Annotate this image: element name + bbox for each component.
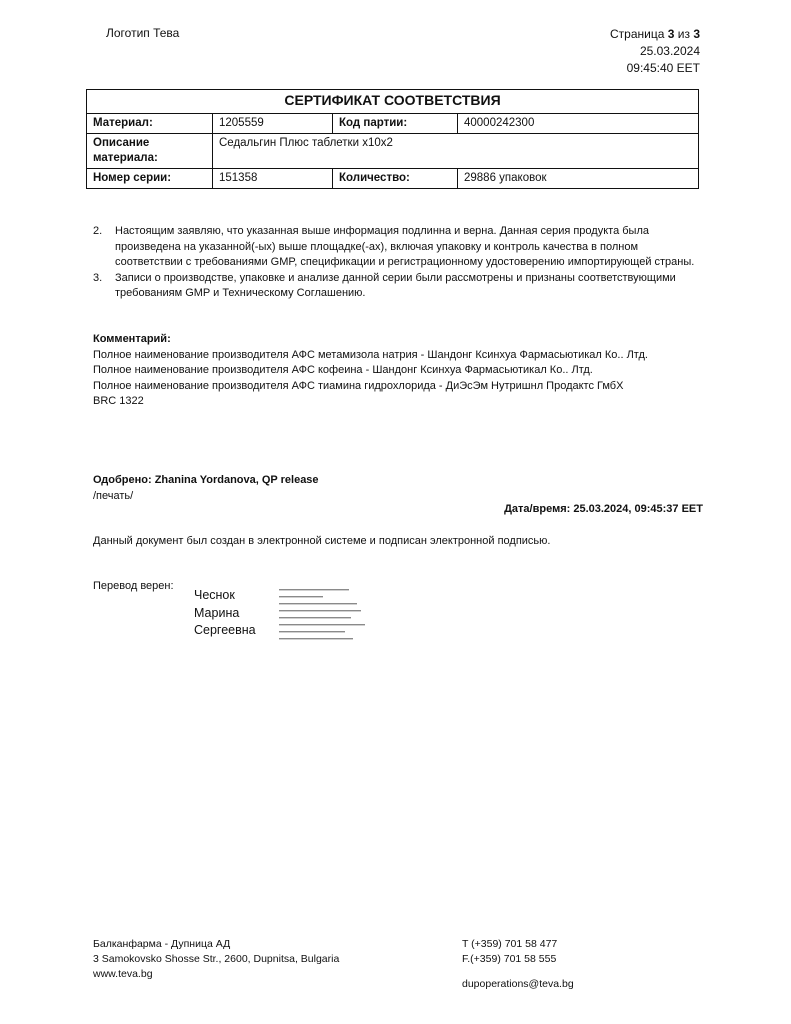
comments-section — [93, 332, 703, 410]
description-value: Седальгин Плюс таблетки x10x2 — [213, 134, 699, 169]
page-number — [610, 26, 700, 43]
series-value: 151358 — [213, 169, 333, 189]
quantity-label: Количество: — [333, 169, 458, 189]
footer-address: 3 Samokovsko Shosse Str., 2600, Dupnitsa, Bulgaria — [93, 953, 340, 965]
comment-line: BRC 1322 — [93, 395, 144, 407]
print-date: 25.03.2024 — [639, 44, 700, 58]
translation-label: Перевод верен: — [93, 580, 174, 592]
translator-surname: Чеснок — [194, 588, 235, 602]
page-info — [610, 26, 700, 77]
comments-heading: Комментарий: — [93, 333, 171, 345]
statement-text: Настоящим заявляю, что указанная выше информация подлинна и верна. Данная серия продукта была произведена на указанной(-ых) выше площадке(-ах), включая упаковку и контроль качества в полном соответствии с требованиями GMP, спецификации и регистрационному удостоверению импортирующей страны. — [115, 225, 695, 268]
statement-item — [93, 271, 703, 302]
approval-block — [93, 473, 319, 504]
material-value: 1205559 — [213, 114, 333, 134]
translator-first-name: Марина — [194, 605, 240, 620]
statements-list — [93, 224, 703, 302]
batch-code-value: 40000242300 — [458, 114, 699, 134]
footer-phone: T (+359) 701 58 477 — [462, 938, 558, 950]
statement-text: Записи о производстве, упаковке и анализе данной серии были рассмотрены и признаны соответствующими требованиям GMP и Техническому Соглашению. — [115, 271, 676, 299]
approval-datetime: Дата/время: 25.03.2024, 09:45:37 EET — [504, 503, 703, 515]
footer-company: Балканфарма - Дупница АД — [93, 938, 231, 950]
comment-line: Полное наименование производителя АФС тиамина гидрохлорида - ДиЭсЭм Нутришнл Продактс ГмбХ — [93, 379, 624, 392]
batch-code-label: Код партии: — [333, 114, 458, 134]
footer-contact-block — [462, 937, 557, 967]
quantity-value: 29886 упаковок — [458, 169, 699, 189]
page-current: 3 — [667, 27, 675, 41]
statement-number: 2. — [93, 225, 103, 237]
footer-fax: F.(+359) 701 58 555 — [462, 953, 557, 965]
translator-stamp — [277, 586, 373, 644]
translator-name — [194, 587, 256, 640]
print-time: 09:45:40 EET — [626, 61, 700, 75]
material-label: Материал: — [87, 114, 213, 134]
page-total: 3 — [693, 27, 700, 41]
comment-line: Полное наименование производителя АФС метамизола натрия - Шандонг Ксинхуа Фармасьютикал Ко.. Лтд. — [93, 348, 648, 361]
certificate-table — [86, 89, 699, 189]
translator-patronymic: Сергеевна — [194, 623, 256, 637]
stamp-lines-graphic — [277, 586, 373, 644]
footer-email: dupoperations@teva.bg — [462, 978, 574, 990]
page-prefix: Страница — [610, 27, 668, 41]
footer-company-block — [93, 937, 339, 982]
company-logo-text: Логотип Тева — [106, 26, 180, 40]
statement-number: 3. — [93, 271, 103, 284]
statement-item — [93, 224, 703, 271]
footer-website: www.teva.bg — [93, 968, 153, 980]
electronic-signature-note: Данный документ был создан в электронной системе и подписан электронной подписью. — [93, 535, 551, 547]
comment-line: Полное наименование производителя АФС кофеина - Шандонг Ксинхуа Фармасьютикал Ко.. Лтд. — [93, 364, 593, 376]
seal-note: /печать/ — [93, 489, 134, 502]
description-label: Описание материала: — [87, 134, 213, 169]
page-sep: из — [674, 27, 694, 41]
series-label: Номер серии: — [87, 169, 213, 189]
certificate-title: СЕРТИФИКАТ СООТВЕТСТВИЯ — [87, 90, 699, 114]
approved-by: Одобрено: Zhanina Yordanova, QP release — [93, 474, 319, 486]
